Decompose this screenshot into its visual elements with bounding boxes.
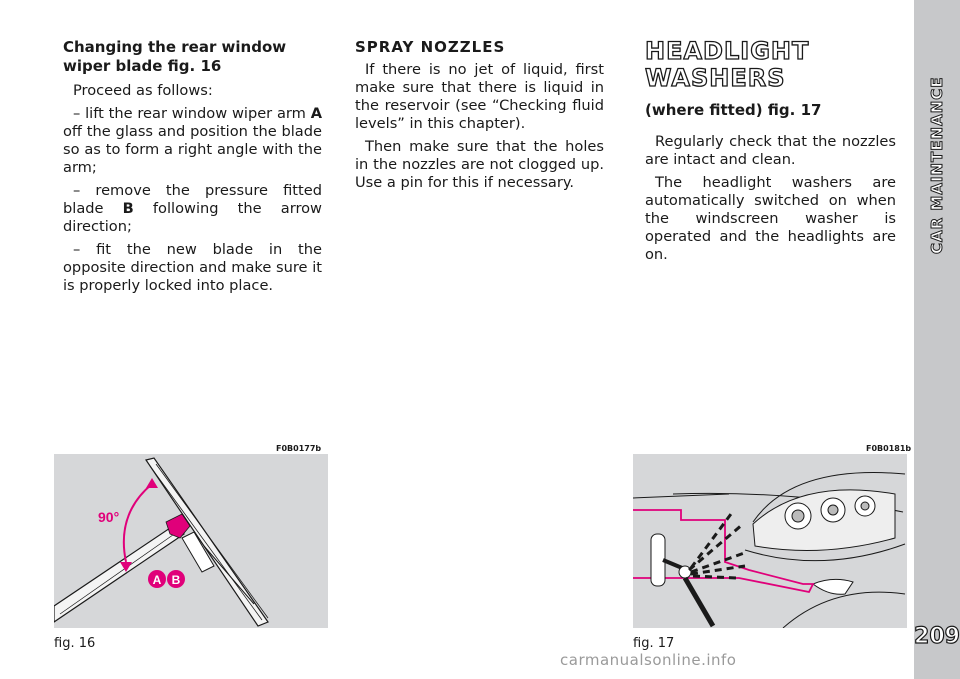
rear-wiper-step-3: – fit the new blade in the opposite direction and make sure it is properly locked into place. [63, 241, 322, 294]
fig16-caption: fig. 16 [54, 636, 96, 651]
rear-wiper-heading: Changing the rear window wiper blade fig. 16 [63, 38, 287, 75]
label-b: B [171, 573, 181, 587]
section-label: CAR MAINTENANCE [928, 76, 946, 254]
spray-nozzles-p2: Then make sure that the holes in the nozzles are not clogged up. Use a pin for this if necessary. [355, 138, 604, 191]
fig17-caption: fig. 17 [633, 636, 675, 651]
fig17-code: F0B0181b [866, 444, 912, 453]
column-spray-nozzles [355, 38, 604, 197]
rear-wiper-intro: Proceed as follows: [73, 82, 213, 99]
headlight-washers-subheading: (where fitted) fig. 17 [645, 101, 822, 119]
fig16-code: F0B0177b [276, 444, 322, 453]
headlight-washers-p2: The headlight washers are automatically switched on when the windscreen washer is operated and the headlights are on. [645, 174, 896, 263]
spray-nozzles-p1: If there is no jet of liquid, first make sure that there is liquid in the reservoir (see “Checking fluid levels” in this chapter). [355, 61, 604, 132]
rear-wiper-step-2: – remove the pressure fitted blade B following the arrow direction; [63, 182, 322, 235]
watermark: carmanualsonline.info [560, 651, 737, 669]
column-rear-wiper [63, 38, 322, 300]
label-a: A [152, 573, 162, 587]
column-headlight-washers [645, 38, 896, 269]
fig17-illustration [633, 454, 907, 628]
page-number: 209 [914, 624, 960, 649]
spray-nozzles-heading: SPRAY NOZZLES [355, 38, 506, 56]
headlight-washers-p1: Regularly check that the nozzles are intact and clean. [645, 133, 896, 168]
angle-label: 90° [98, 509, 120, 525]
rear-wiper-step-1: – lift the rear window wiper arm A off the glass and position the blade so as to form a right angle with the arm; [63, 105, 322, 176]
fig16-illustration [54, 454, 328, 628]
headlight-washers-heading: HEADLIGHT WASHERS [645, 37, 810, 92]
